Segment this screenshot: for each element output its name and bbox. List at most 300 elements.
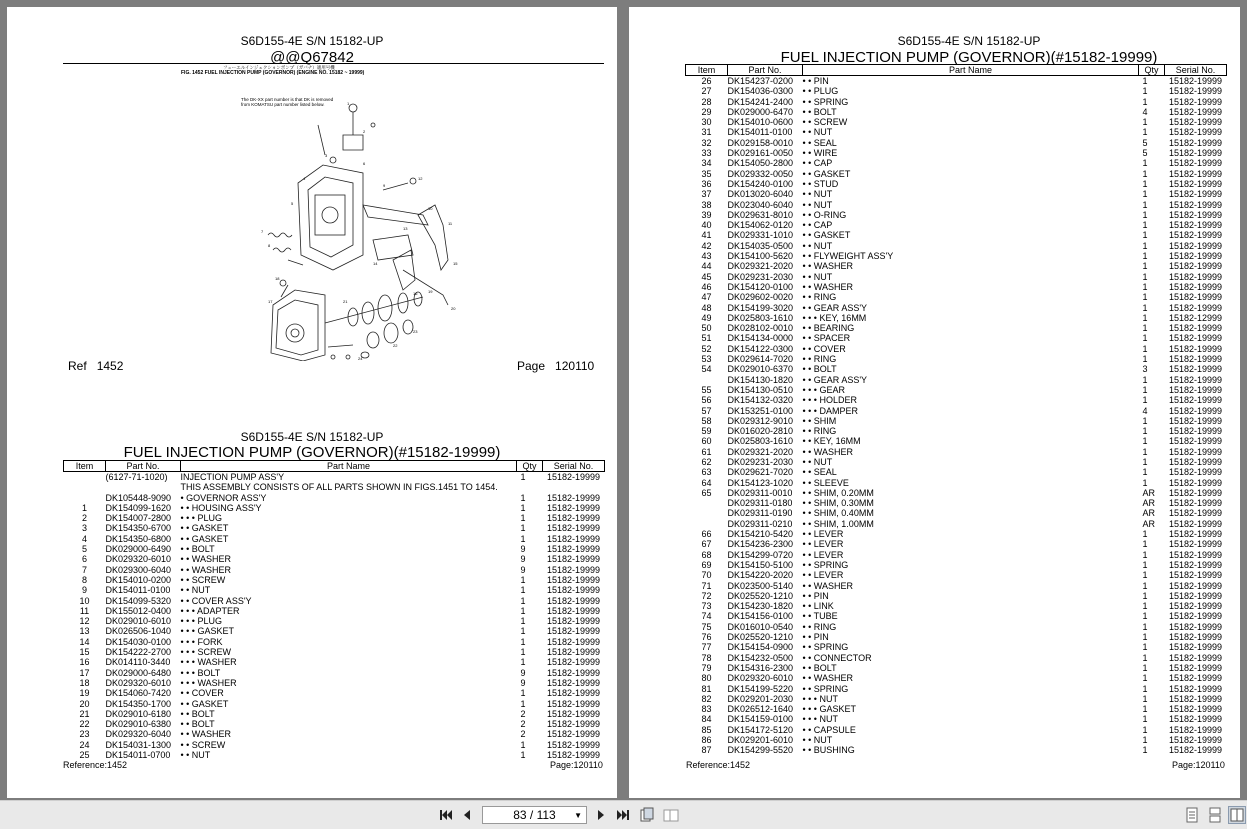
row-serial: 15182-19999 [1168, 559, 1223, 570]
table-row [64, 554, 605, 564]
row-qty: 1 [1142, 292, 1148, 303]
row-part-no: DK154316-2300 [727, 662, 794, 673]
row-item: 68 [701, 549, 712, 560]
row-item: 52 [701, 343, 712, 354]
row-qty: 1 [1142, 632, 1148, 643]
table-row [686, 169, 1227, 179]
row-part-name: INJECTION PUMP ASS'Y [180, 472, 285, 482]
row-part-no: DK155012-0400 [105, 605, 172, 616]
row-part-name: • • LEVER [802, 529, 844, 540]
table-row [686, 313, 1227, 323]
row-serial: 15182-19999 [1168, 570, 1223, 581]
row-part-no: DK154199-5220 [727, 683, 794, 694]
row-item: 17 [79, 667, 90, 678]
svg-text:2: 2 [363, 129, 366, 134]
svg-text:8: 8 [268, 243, 271, 248]
table-row [686, 251, 1227, 261]
row-part-no: DK029231-2030 [727, 456, 794, 467]
row-part-no: DK154007-2800 [105, 513, 172, 524]
row-item: 21 [79, 708, 90, 719]
row-serial: 15182-19999 [546, 472, 601, 482]
header-title: S6D155-4E S/N 15182-UP [240, 34, 384, 48]
row-item: 19 [79, 688, 90, 699]
row-part-no: DK154240-0100 [727, 178, 794, 189]
row-item: 9 [81, 585, 87, 596]
row-item [686, 519, 728, 529]
row-part-name: • • WASHER [180, 564, 231, 575]
row-part-no: DK154011-0100 [727, 127, 793, 138]
row-qty: 1 [1142, 477, 1148, 488]
table-row [686, 241, 1227, 251]
row-part-name: • • GASKET [802, 168, 851, 179]
row-qty: 1 [520, 492, 526, 503]
row-item: 67 [701, 539, 712, 550]
row-item: 24 [79, 739, 90, 750]
row-qty: 1 [520, 657, 526, 668]
row-part-name: THIS ASSEMBLY CONSISTS OF ALL PARTS SHOWN IN FIGS.1451 TO 1454. [180, 482, 498, 493]
left-document-page [7, 7, 617, 798]
row-serial: 15182-19999 [1168, 76, 1223, 86]
row-serial: 15182-19999 [1168, 178, 1223, 189]
table-row [686, 364, 1227, 374]
row-serial: 15182-19999 [1168, 508, 1223, 519]
row-serial: 15182-19999 [1168, 374, 1223, 385]
col-part-name: Part Name [803, 65, 1139, 76]
table-row [64, 513, 605, 523]
table-row [686, 272, 1227, 282]
row-serial: 15182-19999 [1168, 230, 1223, 241]
col-qty: Qty [517, 461, 543, 472]
single-page-view-button[interactable] [638, 806, 656, 824]
row-serial: 15182-19999 [1168, 683, 1223, 694]
svg-text:11: 11 [448, 221, 453, 226]
row-part-no: DK154172-5120 [727, 724, 794, 735]
table-row [64, 616, 605, 626]
row-part-no: DK029010-6180 [105, 708, 172, 719]
figure-jp-text: フューエルインジェクションポンプ（ガバナ）適用号機 [223, 65, 335, 70]
row-part-name: • • NUT [802, 271, 833, 282]
row-part-no: DK154154-0900 [727, 642, 794, 653]
table-row [64, 668, 605, 678]
row-item: 82 [701, 693, 712, 704]
row-part-no: DK029320-6040 [105, 729, 172, 740]
row-item: 55 [701, 384, 712, 395]
row-qty: 1 [1142, 96, 1148, 107]
row-serial: 15182-19999 [1168, 446, 1223, 457]
table-row [686, 642, 1227, 652]
row-qty: 1 [1142, 745, 1148, 756]
table-row [686, 498, 1227, 508]
table-row [686, 200, 1227, 210]
layout-continuous-button[interactable] [1206, 806, 1224, 824]
row-part-no: DK023040-6040 [727, 199, 794, 210]
row-part-name: • • SCREW [180, 739, 226, 750]
svg-text:13: 13 [403, 226, 408, 231]
row-qty: 1 [1142, 384, 1148, 395]
table-row [64, 657, 605, 667]
row-qty: 9 [520, 667, 526, 678]
row-part-name: • • LINK [802, 601, 834, 612]
table-row [686, 694, 1227, 704]
row-qty: 1 [520, 502, 526, 513]
row-part-no: DK154159-0100 [727, 714, 794, 725]
next-page-button[interactable] [593, 806, 609, 824]
row-part-name: • • GASKET [180, 523, 229, 534]
footer-page: Page:120110 [1172, 760, 1225, 770]
row-qty: 1 [520, 688, 526, 699]
table-row [686, 323, 1227, 333]
row-part-name: • GOVERNOR ASS'Y [180, 492, 267, 503]
table-row [686, 560, 1227, 570]
row-part-name: • • BUSHING [802, 745, 855, 756]
row-part-no: DK154150-5100 [727, 559, 794, 570]
row-serial: 15182-19999 [546, 595, 601, 606]
row-serial: 15182-19999 [1168, 415, 1223, 426]
row-serial: 15182-19999 [1168, 477, 1223, 488]
table-row [686, 303, 1227, 313]
row-item [686, 375, 728, 385]
row-item: 5 [81, 544, 87, 555]
row-part-name: • • PIN [802, 632, 829, 643]
row-item: 59 [701, 426, 712, 437]
row-item: 3 [81, 523, 87, 534]
row-serial: 15182-19999 [1168, 333, 1223, 344]
table-row [686, 179, 1227, 189]
row-part-no: DK154232-0500 [727, 652, 794, 663]
table-row [686, 261, 1227, 271]
row-item: 1 [81, 502, 87, 513]
col-item: Item [686, 65, 728, 76]
table-row [686, 86, 1227, 96]
row-part-no: DK154050-2800 [727, 158, 794, 169]
row-part-no: DK154199-3020 [727, 302, 794, 313]
table-row [686, 76, 1227, 87]
row-serial: 15182-19999 [546, 657, 601, 668]
svg-text:5: 5 [291, 201, 294, 206]
row-item [64, 493, 106, 503]
row-serial: 15182-19999 [1168, 714, 1223, 725]
table-row [64, 544, 605, 554]
row-qty: 1 [1142, 251, 1148, 262]
row-qty: 1 [1142, 735, 1148, 745]
row-qty: 1 [1142, 611, 1148, 622]
layout-facing-button[interactable] [1228, 806, 1246, 824]
table-row [686, 107, 1227, 117]
row-item: 33 [701, 148, 712, 159]
row-part-no: DK029300-6040 [105, 564, 172, 575]
prev-page-button[interactable] [459, 806, 475, 824]
row-serial: 15182-19999 [1168, 189, 1223, 200]
table-row [686, 344, 1227, 354]
row-item: 70 [701, 570, 712, 581]
row-qty: 1 [1142, 549, 1148, 560]
table-row [64, 740, 605, 750]
row-part-name: • • • GASKET [802, 704, 856, 715]
table-row [686, 333, 1227, 343]
row-serial: 15182-19999 [546, 647, 601, 658]
last-page-button[interactable] [614, 806, 632, 824]
row-item: 66 [701, 529, 712, 540]
row-part-no: DK154237-0200 [727, 76, 794, 86]
row-part-no: DK153251-0100 [727, 405, 794, 416]
table-row [64, 699, 605, 709]
table-header-row [64, 461, 605, 472]
svg-text:1: 1 [347, 101, 350, 106]
row-serial: 15182-19999 [1168, 580, 1223, 591]
row-serial: 15182-19999 [1168, 539, 1223, 550]
table-row [686, 158, 1227, 168]
row-qty: 1 [520, 626, 526, 637]
row-part-name: • • • BOLT [180, 667, 221, 678]
two-page-view-button[interactable] [662, 806, 680, 824]
footer-page: Page:120110 [550, 760, 603, 770]
row-part-name: • • HOUSING ASS'Y [180, 502, 262, 513]
row-part-no: DK013020-6040 [727, 189, 794, 200]
row-qty: 1 [520, 533, 526, 544]
parts-table [685, 64, 1227, 756]
row-part-no: DK154062-0120 [727, 220, 794, 231]
row-serial: 15182-19999 [1168, 148, 1223, 159]
row-qty: AR [1142, 518, 1156, 529]
row-part-no: DK029602-0020 [727, 292, 794, 303]
row-part-name: • • • PLUG [180, 513, 222, 524]
table-row [64, 678, 605, 688]
ref-block [68, 359, 123, 373]
row-item: 64 [701, 477, 712, 488]
row-part-no: DK154241-2400 [727, 96, 794, 107]
row-qty: 1 [1142, 220, 1148, 231]
row-part-no: DK154036-0300 [727, 86, 794, 97]
row-qty: 1 [520, 585, 526, 596]
row-serial: 15182-19999 [1168, 467, 1223, 478]
row-item: 27 [701, 86, 712, 97]
row-item: 72 [701, 590, 712, 601]
table-row [686, 117, 1227, 127]
row-qty: 4 [1142, 106, 1148, 117]
row-serial: 15182-19999 [1168, 96, 1223, 107]
row-part-no: DK014110-3440 [105, 657, 171, 668]
row-item: 6 [81, 554, 87, 565]
row-part-no: DK154222-2700 [105, 647, 172, 658]
row-qty: 1 [1142, 302, 1148, 313]
row-serial: 15182-19999 [1168, 498, 1223, 509]
row-item: 11 [79, 605, 90, 616]
row-item: 58 [701, 415, 712, 426]
row-serial: 15182-19999 [546, 739, 601, 750]
diagram-drawing [63, 65, 603, 361]
row-qty: 1 [520, 605, 526, 616]
row-qty: 1 [1142, 662, 1148, 673]
row-item: 12 [79, 616, 90, 627]
row-part-name: • • NUT [802, 189, 833, 200]
row-part-no: DK029320-6010 [105, 554, 172, 565]
row-serial: 15182-19999 [1168, 611, 1223, 622]
row-serial: 15182-19999 [1168, 240, 1223, 251]
row-qty: 1 [1142, 240, 1148, 251]
row-serial: 15182-19999 [546, 513, 601, 524]
row-part-name: • • SEAL [802, 467, 837, 478]
row-item: 83 [701, 704, 712, 715]
row-part-name: • • WASHER [802, 261, 853, 272]
row-part-no: DK029311-0190 [727, 508, 793, 519]
row-part-name: • • NUT [802, 127, 833, 138]
row-part-no: DK154236-2300 [727, 539, 794, 550]
col-part-name: Part Name [181, 461, 517, 472]
row-item: 50 [701, 323, 712, 334]
svg-text:24: 24 [358, 356, 363, 361]
row-qty: 9 [520, 677, 526, 688]
row-serial: 15182-19999 [1168, 323, 1223, 334]
row-qty: 1 [1142, 117, 1148, 128]
row-serial: 15182-19999 [1168, 220, 1223, 231]
row-item: 76 [701, 632, 712, 643]
row-item: 57 [701, 405, 712, 416]
layout-facing-icon [1230, 808, 1244, 822]
row-item: 10 [79, 595, 90, 606]
row-part-name: • • GASKET [180, 698, 229, 709]
table-row [686, 97, 1227, 107]
row-item: 7 [81, 564, 87, 575]
row-qty: 1 [520, 647, 526, 658]
svg-text:21: 21 [343, 299, 348, 304]
row-part-no: DK154130-1820 [727, 374, 794, 385]
row-serial: 15182-19999 [546, 708, 601, 719]
row-part-name: • • CAP [802, 220, 833, 231]
table-row [686, 591, 1227, 601]
row-part-no: DK029621-7020 [727, 467, 794, 478]
row-serial: 15182-12999 [1168, 312, 1223, 323]
table-row [64, 647, 605, 657]
row-part-no: DK154100-5620 [727, 251, 794, 262]
row-item [64, 472, 106, 483]
row-qty: 5 [1142, 148, 1148, 159]
layout-single-button[interactable] [1183, 806, 1201, 824]
row-part-no: DK029312-9010 [727, 415, 794, 426]
row-serial: 15182-19999 [1168, 735, 1223, 745]
row-part-name: • • KEY, 16MM [802, 436, 861, 447]
row-qty: 1 [1142, 652, 1148, 663]
row-qty: 1 [520, 574, 526, 585]
row-part-name: • • WASHER [802, 281, 853, 292]
row-part-no: DK029631-8010 [727, 209, 794, 220]
row-serial: 15182-19999 [1168, 343, 1223, 354]
row-qty: 1 [1142, 559, 1148, 570]
row-qty: 1 [520, 513, 526, 524]
row-part-no: DK154210-5420 [727, 529, 794, 540]
row-part-name: • • LEVER [802, 549, 844, 560]
table-row [64, 709, 605, 719]
row-serial: 15182-19999 [546, 554, 601, 565]
row-serial: 15182-19999 [1168, 137, 1223, 148]
first-page-button[interactable] [437, 806, 455, 824]
row-item: 80 [701, 673, 712, 684]
row-part-name: • • NUT [180, 585, 211, 596]
parts-table [63, 460, 605, 760]
svg-text:7: 7 [261, 229, 264, 234]
table-row [686, 127, 1227, 137]
row-qty: 1 [1142, 714, 1148, 725]
row-item: 25 [79, 750, 90, 761]
table-row [686, 653, 1227, 663]
table-row [686, 354, 1227, 364]
table-row [64, 585, 605, 595]
table-row [64, 575, 605, 585]
row-part-name: • • CAP [802, 158, 833, 169]
row-qty: 5 [1142, 137, 1148, 148]
row-part-no: DK154123-1020 [727, 477, 794, 488]
table-row [686, 416, 1227, 426]
row-part-name: • • NUT [802, 456, 833, 467]
table-row [686, 426, 1227, 436]
next-page-icon [596, 809, 606, 821]
row-qty: 1 [1142, 374, 1148, 385]
col-qty: Qty [1139, 65, 1165, 76]
table-row [686, 406, 1227, 416]
table-row [686, 581, 1227, 591]
table-row [686, 395, 1227, 405]
row-item [686, 498, 728, 508]
row-item: 41 [701, 230, 712, 241]
table-row [686, 539, 1227, 549]
row-item: 29 [701, 106, 712, 117]
row-part-no: DK016020-2810 [727, 426, 794, 437]
row-part-name: • • • WASHER [180, 657, 237, 668]
row-part-name: • • NUT [802, 240, 833, 251]
figure-note: The DK-XX part number is that DK is removed from KOMATSU part number listed below. [241, 97, 334, 107]
row-serial: 15182-19999 [546, 688, 601, 699]
row-qty: 1 [1142, 426, 1148, 437]
row-serial: 15182-19999 [1168, 209, 1223, 220]
row-qty: 1 [520, 739, 526, 750]
row-part-name: • • SPACER [802, 333, 851, 344]
page-indicator: 83 / 113 [513, 808, 556, 822]
row-part-name: • • • HOLDER [802, 395, 857, 406]
svg-text:22: 22 [393, 343, 398, 348]
row-serial: 15182-19999 [546, 719, 601, 730]
table-row [686, 570, 1227, 580]
row-item: 34 [701, 158, 712, 169]
row-serial: 15182-19999 [1168, 652, 1223, 663]
row-item: 44 [701, 261, 712, 272]
table-header-row [686, 65, 1227, 76]
row-part-no: DK154350-6700 [105, 523, 172, 534]
row-item: 2 [81, 513, 87, 524]
row-qty: 1 [1142, 436, 1148, 447]
row-serial: 15182-19999 [1168, 281, 1223, 292]
row-serial: 15182-19999 [1168, 302, 1223, 313]
row-serial: 15182-19999 [546, 605, 601, 616]
row-part-name: • • O-RING [802, 209, 847, 220]
row-part-name: • • RING [802, 354, 837, 365]
row-serial: 15182-19999 [1168, 590, 1223, 601]
row-qty: 1 [520, 636, 526, 647]
row-part-name: • • BOLT [180, 544, 215, 555]
row-part-name: • • • ADAPTER [180, 605, 240, 616]
row-part-no: DK026506-1040 [105, 626, 172, 637]
table-row [686, 519, 1227, 529]
row-item: 14 [79, 636, 90, 647]
row-serial: 15182-19999 [1168, 395, 1223, 406]
row-qty: 2 [520, 719, 526, 730]
table-row [686, 148, 1227, 158]
table-row [686, 714, 1227, 724]
row-qty: 1 [1142, 673, 1148, 684]
row-part-name: • • • WASHER [180, 677, 237, 688]
page-number-select[interactable] [482, 806, 587, 824]
row-item: 42 [701, 240, 712, 251]
row-serial: 15182-19999 [1168, 745, 1223, 756]
table-row [64, 596, 605, 606]
